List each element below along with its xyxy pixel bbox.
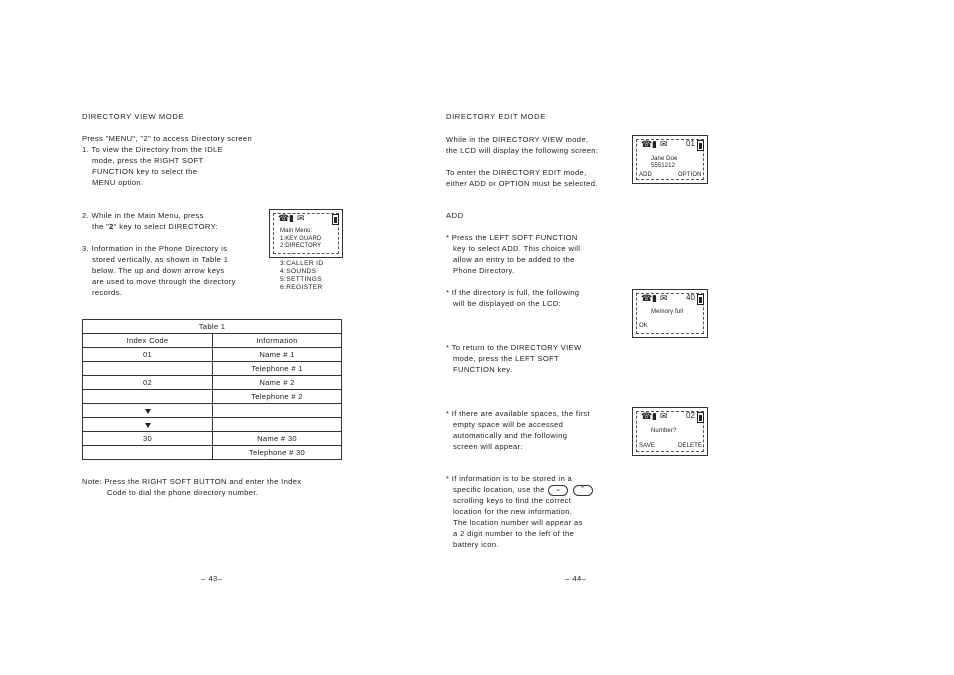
b1-line3: allow an entry to be added to the (453, 255, 575, 264)
table-title: Table 1 (83, 320, 342, 334)
lcd-menu-line2: 1:KEY GUARD (280, 235, 322, 242)
step1-line1: 1. To view the Directory from the IDLE (82, 145, 224, 154)
lcd-location-number: 40 (686, 293, 696, 302)
step2-post: " key to select DIRECTORY: (113, 222, 219, 231)
handset-icon: ▮ (652, 411, 657, 421)
b2-line1: * If the directory is full, the following (446, 288, 580, 297)
b5-line7: battery icon. (453, 540, 499, 549)
lcd-softkey-left: SAVE (639, 443, 655, 449)
envelope-icon: ✉ (660, 293, 668, 303)
right-p2-line1: To enter the DIRECTORY EDIT mode, (446, 168, 587, 177)
page-number-left: – 43– (201, 574, 223, 583)
lcd-memory-full (632, 289, 708, 338)
right-p1-line1: While in the DIRECTORY VIEW mode, (446, 135, 589, 144)
envelope-icon: ✉ (297, 213, 305, 223)
phone-icon: ☎ (641, 293, 653, 303)
b4-line3: automatically and the following (453, 431, 568, 440)
battery-icon (697, 294, 704, 305)
lcd-menu-line3: 2:DIRECTORY (280, 243, 322, 249)
b1-line4: Phone Directory. (453, 266, 515, 275)
note-line1: Note: Press the RIGHT SOFT BUTTON and enter the Index (82, 477, 302, 486)
b4-line1: * If there are available spaces, the first (446, 409, 590, 418)
table-cell (83, 418, 213, 432)
table-cell (83, 446, 213, 460)
lcd-softkey-left: OK (639, 323, 648, 329)
menu-more-4: 6:REGISTER (280, 284, 323, 291)
table-cell (213, 418, 342, 432)
table-cell: 01 (83, 348, 213, 362)
table-cell: Telephone # 1 (213, 362, 342, 376)
b3-line1: * To return to the DIRECTORY VIEW (446, 343, 582, 352)
battery-icon (697, 140, 704, 151)
step1-line2: mode, press the RIGHT SOFT (92, 156, 204, 165)
lcd-softkey-right: DELETE (678, 443, 702, 449)
step1-line3: FUNCTION key to select the (92, 167, 198, 176)
lcd-message: Number? (651, 428, 677, 434)
envelope-icon: ✉ (660, 139, 668, 149)
table-cell (83, 362, 213, 376)
note-line2: Code to dial the phone directory number. (107, 488, 259, 497)
b5-line2 (453, 484, 594, 496)
chevron-down-icon: ⌄ (555, 485, 562, 493)
menu-more-3: 5:SETTINGS (280, 276, 322, 283)
handset-icon: ▮ (652, 139, 657, 149)
battery-icon (332, 214, 339, 225)
b5-line4: location for the new information. (453, 507, 573, 516)
step3-line2: stored vertically, as shown in Table 1 (92, 255, 229, 264)
directory-table (82, 319, 342, 460)
b1-line1: * Press the LEFT SOFT FUNCTION (446, 233, 578, 242)
lcd-entry-name: Jane Doe (651, 156, 678, 162)
handset-icon: ▮ (289, 213, 294, 223)
table-row (83, 376, 342, 390)
table-cell: Name # 30 (213, 432, 342, 446)
phone-icon: ☎ (641, 139, 653, 149)
table-cell: Name # 2 (213, 376, 342, 390)
table-row (83, 348, 342, 362)
b4-line2: empty space will be accessed (453, 420, 564, 429)
lcd-location-number: 01 (686, 139, 696, 148)
step3-line4: are used to move through the directory (92, 277, 236, 286)
down-key-button (548, 485, 568, 496)
lcd-menu-line1: Main Menu: (280, 228, 313, 234)
right-p1-line2: the LCD will display the following screen: (446, 146, 599, 155)
lcd-message: Memory full (651, 309, 684, 315)
table-row (83, 404, 342, 418)
b5-line1: * If information is to be stored in a (446, 474, 573, 483)
b2-line2: will be displayed on the LCD: (453, 299, 562, 308)
right-heading: DIRECTORY EDIT MODE (446, 112, 546, 121)
lcd-softkey-left: ADD (639, 172, 652, 178)
table-row (83, 362, 342, 376)
table-header-index: Index Code (83, 334, 213, 348)
table-cell: Telephone # 2 (213, 390, 342, 404)
table-cell: 02 (83, 376, 213, 390)
add-heading: ADD (446, 211, 464, 220)
menu-more-2: 4:SOUNDS (280, 268, 317, 275)
table-row (83, 390, 342, 404)
step3-line1: 3. Information in the Phone Directory is (82, 244, 228, 253)
table-cell (213, 404, 342, 418)
step2-line1: 2. While in the Main Menu, press (82, 211, 204, 220)
step2-line2 (92, 221, 218, 232)
down-arrow-icon (145, 423, 151, 428)
b5-line5: The location number will appear as (453, 518, 583, 527)
step1-line4: MENU option. (92, 178, 144, 187)
table-row (83, 418, 342, 432)
b5-line6: a 2 digit number to the left of the (453, 529, 575, 538)
handset-icon: ▮ (652, 293, 657, 303)
step3-line5: records. (92, 288, 123, 297)
b4-line4: screen will appear: (453, 442, 523, 451)
phone-icon: ☎ (641, 411, 653, 421)
b3-line2: mode, press the LEFT SOFT (453, 354, 560, 363)
phone-icon: ☎ (278, 213, 290, 223)
chevron-up-icon: ⌃ (579, 485, 586, 493)
lcd-softkey-right: OPTION (678, 172, 702, 178)
table-cell: Name # 1 (213, 348, 342, 362)
table-cell: Telephone # 30 (213, 446, 342, 460)
lcd-main-menu (269, 209, 343, 258)
table-cell (83, 404, 213, 418)
lcd-number-entry (632, 407, 708, 456)
table-cell: 30 (83, 432, 213, 446)
b5-line2-text: specific location, use the (453, 485, 545, 494)
left-heading: DIRECTORY VIEW MODE (82, 112, 185, 121)
right-p2-line2: either ADD or OPTION must be selected. (446, 179, 598, 188)
left-intro: Press "MENU", "2" to access Directory screen (82, 134, 253, 143)
up-key-button (573, 485, 593, 496)
step2-pre: the " (92, 222, 110, 231)
lcd-location-number: 02 (686, 411, 696, 420)
b3-line3: FUNCTION key. (453, 365, 513, 374)
table-row (83, 432, 342, 446)
menu-more-1: 3:CALLER ID (280, 260, 324, 267)
step3-line3: below. The up and down arrow keys (92, 266, 225, 275)
envelope-icon: ✉ (660, 411, 668, 421)
step2-key: 2 (109, 222, 114, 231)
lcd-entry-number: 5551212 (651, 163, 676, 169)
b1-line2: key to select ADD. This choice will (453, 244, 581, 253)
lcd-directory-view (632, 135, 708, 184)
battery-icon (697, 412, 704, 423)
down-arrow-icon (145, 409, 151, 414)
table-row (83, 446, 342, 460)
b5-line3: scrolling keys to find the correct (453, 496, 572, 505)
table-header-info: Information (213, 334, 342, 348)
table-cell (83, 390, 213, 404)
page-number-right: – 44– (565, 574, 587, 583)
